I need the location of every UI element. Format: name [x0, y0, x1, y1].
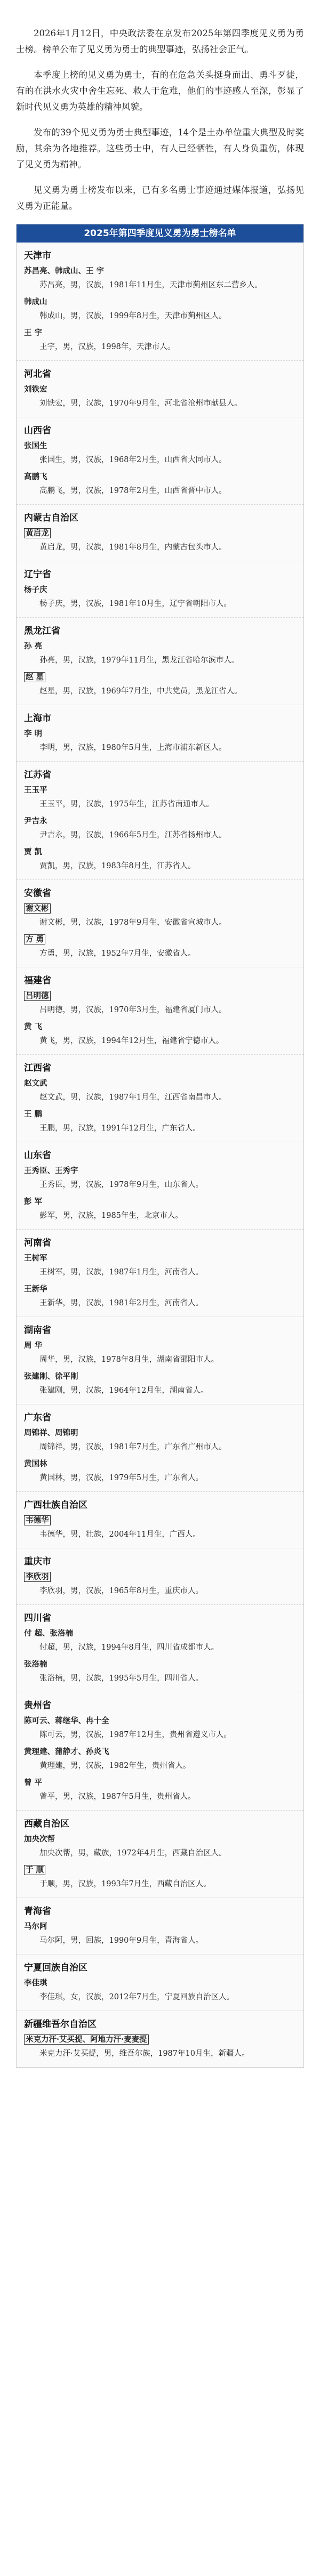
- list-item: [24, 989, 296, 1017]
- region-name: 西藏自治区: [24, 1819, 69, 1829]
- region-section: [17, 1548, 303, 1605]
- honoree-names: 赵文武: [24, 1079, 47, 1088]
- region-name: 湖南省: [24, 1325, 51, 1336]
- region-name: 辽宁省: [24, 569, 51, 580]
- honoree-names: 加央次帮: [24, 1835, 55, 1844]
- honoree-names: 苏昌亮、韩成山、王 宇: [24, 267, 105, 276]
- honoree-description: 李明，男，汉族，1980年5月生，上海市浦东新区人。: [39, 744, 227, 752]
- honoree-names: 张建刚、徐平刚: [24, 1372, 78, 1381]
- honoree-names: 周 华: [24, 1341, 43, 1350]
- honoree-description: 赵星，男，汉族，1969年7月生，中共党员，黑龙江省人。: [39, 687, 242, 696]
- region-section: [17, 561, 303, 618]
- list-item: [24, 640, 296, 667]
- honoree-description: 王鹏，男，汉族，1991年12月生，广东省人。: [39, 1124, 201, 1133]
- region-section: [17, 967, 303, 1055]
- honoree-description: 张洛楠，男，汉族，1995年5月生，四川省人。: [39, 1674, 204, 1683]
- region-name: 福建省: [24, 975, 51, 986]
- list-item: [24, 1457, 296, 1485]
- region-section: [17, 1230, 303, 1317]
- honoree-description: 李欣羽，男，汉族，1965年8月生，重庆市人。: [39, 1587, 204, 1595]
- honoree-description: 曾平，男，汉族，1987年5月生，贵州省人。: [39, 1792, 196, 1801]
- honoree-description: 张国生，男，汉族，1968年2月生，山西省大同市人。: [39, 456, 227, 464]
- list-item: [24, 1658, 296, 1685]
- honoree-names: 周锦祥、周锦明: [24, 1428, 78, 1438]
- honoree-names: 王秀臣、王秀宇: [24, 1166, 78, 1175]
- honoree-names: 刘铁宏: [24, 385, 47, 394]
- honoree-names: 李 明: [24, 729, 43, 738]
- honoree-names: 孙 亮: [24, 642, 43, 651]
- list-item: [24, 1164, 296, 1192]
- region-name: 宁夏回族自治区: [24, 1963, 87, 1973]
- honoree-description: 高鹏飞，男，汉族，1978年2月生，山西省晋中市人。: [39, 487, 227, 495]
- region-name: 广西壮族自治区: [24, 1500, 87, 1511]
- region-name: 广东省: [24, 1412, 51, 1423]
- region-section: [17, 505, 303, 561]
- honoree-names: 彭 军: [24, 1197, 43, 1206]
- region-section: [17, 1055, 303, 1142]
- honoree-names: 高鹏飞: [24, 472, 47, 481]
- honoree-description: 王玉平，男，汉族，1975年生，江苏省南通市人。: [39, 800, 214, 809]
- list-item: [24, 295, 296, 323]
- honoree-description: 李佳琪，女，汉族，2012年7月生，宁夏回族自治区人。: [39, 1993, 235, 2001]
- honoree-description: 王宇，男，汉族，1998年，天津市人。: [39, 343, 175, 351]
- region-section: [17, 361, 303, 417]
- region-section: [17, 618, 303, 705]
- honoree-description: 黄理建，男，汉族，1982年生，贵州省人。: [39, 1762, 191, 1770]
- honoree-names: 王 宇: [24, 328, 43, 337]
- list-item: [24, 1570, 296, 1598]
- region-section: [17, 1898, 303, 1955]
- honoree-description: 周华，男，汉族，1978年8月生，湖南省邵阳市人。: [39, 1355, 219, 1364]
- region-name: 四川省: [24, 1613, 51, 1624]
- list-item: [24, 583, 296, 611]
- honoree-names: 吕明德: [24, 991, 51, 1001]
- honoree-names: 谢文彬: [24, 903, 51, 914]
- honor-list: [16, 224, 304, 2068]
- region-section: [17, 880, 303, 967]
- honoree-description: 马尔阿，男，回族，1990年9月生，青海省人。: [39, 1936, 204, 1945]
- honoree-description: 米克力汗·艾买提，男，维吾尔族，1987年10月生，新疆人。: [39, 2049, 250, 2058]
- list-item: [24, 527, 296, 554]
- honoree-description: 张建刚，男，汉族，1964年12月生，湖南省人。: [39, 1386, 209, 1395]
- honoree-names: 黄国林: [24, 1459, 47, 1468]
- intro-paragraph: 发布的39个见义勇为勇士典型事迹，14个是土办单位重大典型及时奖励，其余为各地推荐。这些勇士中，有人已经牺牲，有人身负重伤，体现了见义勇为精神。: [16, 127, 304, 169]
- honoree-names: 赵 星: [24, 672, 45, 682]
- region-section: [17, 1142, 303, 1230]
- honoree-names: 张国生: [24, 441, 47, 450]
- honoree-description: 彭军，男，汉族，1985年生，北京市人。: [39, 1212, 183, 1220]
- list-item: [24, 1920, 296, 1948]
- honoree-description: 苏昌亮，男，汉族，1981年11月生，天津市蓟州区东二营乡人。: [39, 281, 262, 289]
- honoree-names: 付 超、张洛楠: [24, 1629, 74, 1638]
- honoree-names: 于 顺: [24, 1865, 45, 1875]
- honoree-names: 曾 平: [24, 1778, 43, 1787]
- region-name: 安徽省: [24, 888, 51, 899]
- list-item: [24, 814, 296, 842]
- list-item: [24, 671, 296, 698]
- honoree-description: 王新华，男，汉族，1981年2月生，河南省人。: [39, 1299, 204, 1307]
- honoree-names: 黄启龙: [24, 528, 51, 538]
- list-item: [24, 1077, 296, 1104]
- honoree-names: 李佳琪: [24, 1979, 47, 1988]
- honoree-description: 吕明德，男，汉族，1970年3月生，福建省厦门市人。: [39, 1006, 227, 1014]
- region-section: [17, 2011, 303, 2068]
- honoree-names: 黄理建、蒲静才、孙炎飞: [24, 1747, 109, 1756]
- honoree-names: 韩成山: [24, 297, 47, 306]
- honoree-names: 王树军: [24, 1254, 47, 1263]
- honoree-description: 方勇，男，汉族，1952年7月生，安徽省人。: [39, 949, 196, 958]
- honoree-description: 孙亮，男，汉族，1979年11月生，黑龙江省哈尔滨市人。: [39, 656, 239, 665]
- list-item: [24, 1108, 296, 1135]
- region-section: [17, 762, 303, 880]
- region-name: 重庆市: [24, 1556, 51, 1567]
- honoree-names: 杨子庆: [24, 585, 47, 594]
- honoree-names: 方 勇: [24, 934, 45, 944]
- region-section: [17, 1492, 303, 1548]
- region-name: 天津市: [24, 251, 51, 261]
- honoree-names: 马尔阿: [24, 1922, 47, 1931]
- honoree-description: 王树军，男，汉族，1987年1月生，河南省人。: [39, 1268, 204, 1277]
- list-item: [24, 1776, 296, 1804]
- region-name: 山东省: [24, 1150, 51, 1161]
- honoree-description: 韩成山，男，汉族，1999年8月生，天津市蓟州区人。: [39, 312, 227, 320]
- region-name: 江西省: [24, 1063, 51, 1073]
- region-name: 河南省: [24, 1238, 51, 1248]
- honoree-names: 王玉平: [24, 786, 47, 795]
- region-name: 黑龙江省: [24, 626, 60, 636]
- region-name: 山西省: [24, 425, 51, 436]
- region-name: 贵州省: [24, 1700, 51, 1711]
- list-item: [24, 784, 296, 811]
- honoree-names: 陈可云、蒋继华、冉十全: [24, 1716, 109, 1725]
- list-item: [24, 1339, 296, 1367]
- list-item: [24, 1251, 296, 1279]
- region-section: [17, 1404, 303, 1492]
- region-name: 上海市: [24, 713, 51, 724]
- honoree-description: 周锦祥，男，汉族，1981年7月生，广东省广州市人。: [39, 1443, 227, 1451]
- region-section: [17, 1692, 303, 1811]
- honoree-description: 谢文彬，男，汉族，1978年9月生，安徽省宣城市人。: [39, 918, 227, 927]
- list-item: [24, 1745, 296, 1773]
- honoree-names: 王 鹏: [24, 1110, 43, 1119]
- list-item: [24, 845, 296, 873]
- honoree-names: 李欣羽: [24, 1572, 51, 1582]
- region-name: 河北省: [24, 369, 51, 379]
- region-section: [17, 243, 303, 361]
- region-section: [17, 1955, 303, 2011]
- honoree-description: 韦德华，男，壮族，2004年11月生，广西人。: [39, 1530, 201, 1539]
- honoree-description: 黄国林，男，汉族，1979年5月生，广东省人。: [39, 1474, 204, 1482]
- honoree-description: 加央次帮，男，藏族，1972年4月生，西藏自治区人。: [39, 1849, 227, 1858]
- honoree-names: 张洛楠: [24, 1660, 47, 1669]
- intro-paragraph: 2026年1月12日，中央政法委在京发布2025年第四季度见义勇为勇士榜。榜单公布了见义勇为勇士的典型事迹，弘扬社会正气。: [16, 28, 304, 54]
- list-item: [24, 439, 296, 467]
- list-item: [24, 727, 296, 755]
- honoree-description: 于顺，男，汉族，1993年7月生，西藏自治区人。: [39, 1880, 211, 1888]
- region-name: 内蒙古自治区: [24, 513, 78, 523]
- region-section: [17, 1605, 303, 1692]
- region-name: 青海省: [24, 1906, 51, 1917]
- region-section: [17, 1317, 303, 1404]
- list-item: [24, 902, 296, 930]
- intro-section: [0, 0, 320, 214]
- list-item: [24, 326, 296, 354]
- honoree-description: 赵文武，男，汉族，1987年1月生，江西省南昌市人。: [39, 1093, 227, 1102]
- honoree-names: 王新华: [24, 1285, 47, 1294]
- list-item: [24, 1714, 296, 1742]
- list-title: 2025年第四季度见义勇为勇士榜名单: [17, 224, 303, 243]
- region-section: [17, 1811, 303, 1898]
- list-item: [24, 264, 296, 292]
- honoree-description: 黄启龙，男，汉族，1981年8月生，内蒙古包头市人。: [39, 543, 227, 552]
- regions-container: [17, 243, 303, 2068]
- intro-paragraph: 见义勇为勇士榜发布以来，已有多名勇士事迹通过媒体报道，弘扬见义勇为正能量。: [16, 185, 304, 211]
- region-section: [17, 417, 303, 505]
- honoree-description: 杨子庆，男，汉族，1981年10月生，辽宁省朝阳市人。: [39, 600, 231, 608]
- honoree-description: 黄飞，男，汉族，1994年12月生，福建省宁德市人。: [39, 1037, 224, 1045]
- region-name: 新疆维吾尔自治区: [24, 2019, 97, 2030]
- list-item: [24, 1976, 296, 2004]
- list-item: [24, 1020, 296, 1048]
- honoree-names: 贾 凯: [24, 847, 43, 857]
- honoree-description: 贾凯，男，汉族，1983年8月生，江苏省人。: [39, 862, 196, 870]
- intro-paragraph: 本季度上榜的见义勇为勇士，有的在危急关头挺身而出、勇斗歹徒，有的在洪水火灾中舍生忘死、救人于危难，他们的事迹感人至深，彰显了新时代见义勇为英雄的精神风貌。: [16, 70, 304, 112]
- list-item: [24, 1863, 296, 1891]
- list-item: [24, 1370, 296, 1398]
- list-item: [24, 2033, 296, 2061]
- region-name: 江苏省: [24, 770, 51, 780]
- honoree-description: 付超，男，汉族，1994年8月生，四川省成都市人。: [39, 1643, 219, 1652]
- list-item: [24, 1426, 296, 1454]
- list-item: [24, 933, 296, 960]
- region-section: [17, 705, 303, 762]
- honoree-names: 尹吉永: [24, 817, 47, 826]
- honoree-description: 陈可云，男，汉族，1987年12月生，贵州省遵义市人。: [39, 1731, 231, 1739]
- honoree-description: 王秀臣，男，汉族，1978年9月生，山东省人。: [39, 1181, 204, 1189]
- list-item: [24, 1832, 296, 1860]
- honoree-names: 韦德华: [24, 1515, 51, 1525]
- list-item: [24, 1627, 296, 1654]
- list-item: [24, 1195, 296, 1223]
- honoree-description: 尹吉永，男，汉族，1966年5月生，江苏省扬州市人。: [39, 831, 227, 839]
- list-item: [24, 470, 296, 498]
- list-item: [24, 1514, 296, 1541]
- honoree-names: 黄 飞: [24, 1022, 43, 1031]
- honoree-names: 米克力汗·艾买提、阿地力汗·麦麦提: [24, 2034, 149, 2045]
- list-item: [24, 1282, 296, 1310]
- list-item: [24, 383, 296, 410]
- honoree-description: 刘铁宏，男，汉族，1970年9月生，河北省沧州市献县人。: [39, 399, 242, 408]
